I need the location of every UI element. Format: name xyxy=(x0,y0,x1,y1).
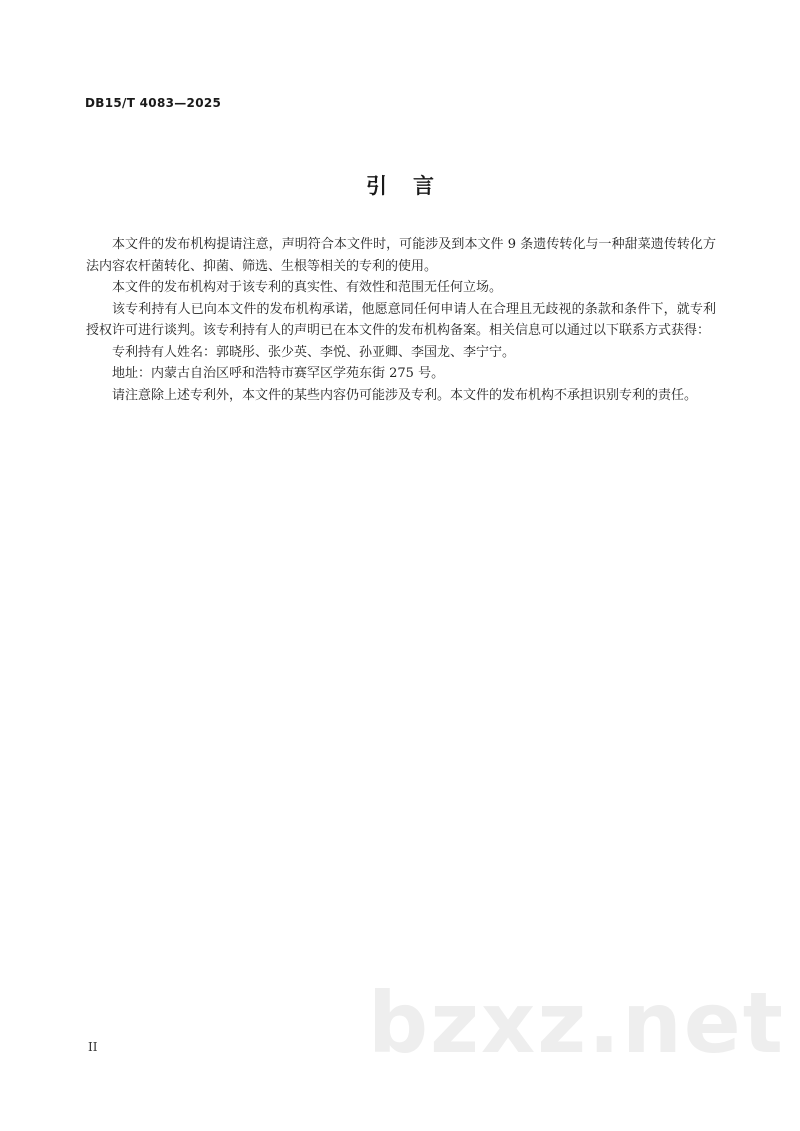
paragraph: 该专利持有人已向本文件的发布机构承诺，他愿意同任何申请人在合理且无歧视的条款和条件下，就专利授权许可进行谈判。该专利持有人的声明已在本文件的发布机构备案。相关信息可以通过以下联系方式获得： xyxy=(86,301,716,338)
paragraph: 地址：内蒙古自治区呼和浩特市赛罕区学苑东街 275 号。 xyxy=(112,366,445,381)
watermark: bzxz.net xyxy=(368,974,785,1072)
document-code: DB15/T 4083—2025 xyxy=(85,96,222,110)
paragraph: 请注意除上述专利外，本文件的某些内容仍可能涉及专利。本文件的发布机构不承担识别专利的责任。 xyxy=(112,387,698,403)
paragraph: 专利持有人姓名：郭晓彤、张少英、李悦、孙亚卿、李国龙、李宁宁。 xyxy=(112,344,516,360)
page-number: II xyxy=(88,1040,98,1054)
body-text xyxy=(86,234,716,406)
section-heading: 引言 xyxy=(366,174,460,198)
paragraph: 本文件的发布机构提请注意，声明符合本文件时，可能涉及到本文件 9 条遗传转化与一种甜菜遗传转化方法内容农杆菌转化、抑菌、筛选、生根等相关的专利的使用。 xyxy=(86,237,716,274)
paragraph: 本文件的发布机构对于该专利的真实性、有效性和范围无任何立场。 xyxy=(112,280,503,295)
